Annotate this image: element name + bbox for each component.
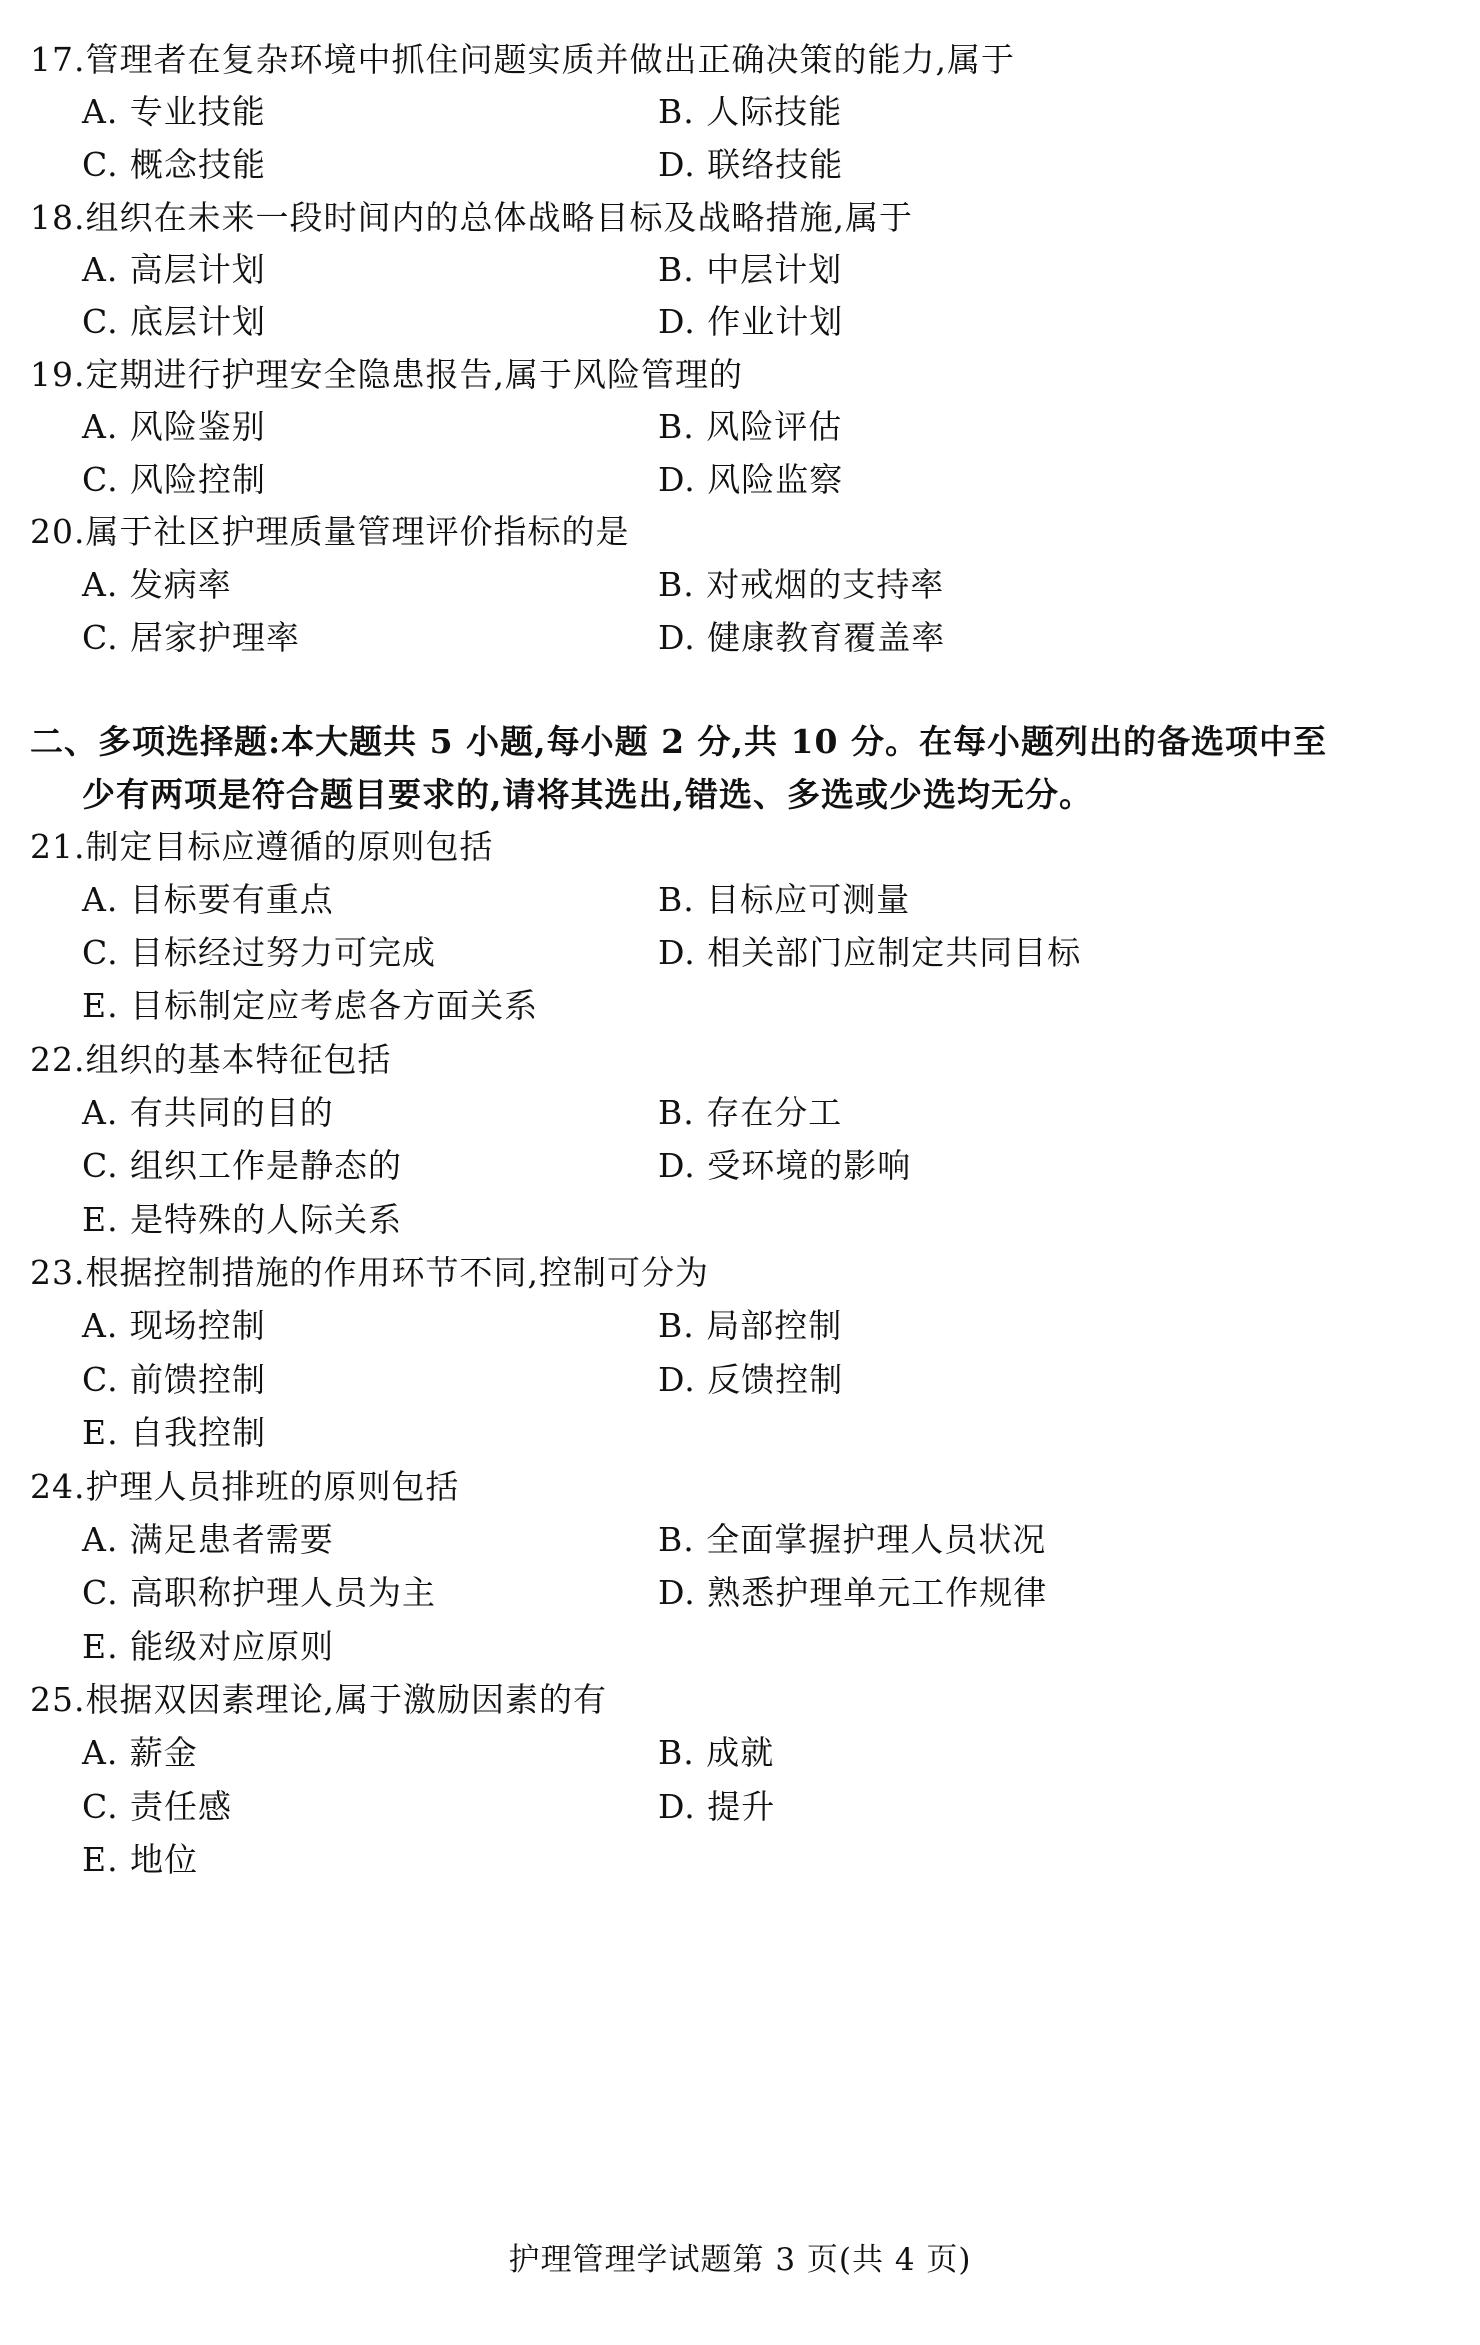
question-21-option-a: A. 目标要有重点 — [82, 880, 334, 919]
question-22-stem: 22.组织的基本特征包括 — [30, 1040, 392, 1079]
question-23-option-e: E. 自我控制 — [82, 1413, 267, 1452]
question-25-option-e: E. 地位 — [82, 1840, 199, 1879]
question-19-option-b: B. 风险评估 — [658, 407, 843, 446]
question-23-stem: 23.根据控制措施的作用环节不同,控制可分为 — [30, 1253, 709, 1292]
question-24-stem: 24.护理人员排班的原则包括 — [30, 1467, 460, 1506]
question-23-option-b: B. 局部控制 — [658, 1306, 843, 1345]
question-19-option-c: C. 风险控制 — [82, 460, 267, 499]
question-25-option-a: A. 薪金 — [82, 1733, 198, 1772]
section-2-heading: 二、多项选择题:本大题共 5 小题,每小题 2 分,共 10 分。在每小题列出的备选项中至 — [30, 722, 1327, 761]
question-21-option-c: C. 目标经过努力可完成 — [82, 933, 437, 972]
question-23-option-d: D. 反馈控制 — [658, 1360, 844, 1399]
question-18-option-b: B. 中层计划 — [658, 250, 843, 289]
question-20-option-b: B. 对戒烟的支持率 — [658, 565, 945, 604]
question-25-option-c: C. 责任感 — [82, 1787, 233, 1826]
question-18-option-a: A. 高层计划 — [82, 250, 266, 289]
question-19-option-d: D. 风险监察 — [658, 460, 844, 499]
question-19-option-a: A. 风险鉴别 — [82, 407, 266, 446]
question-22-option-b: B. 存在分工 — [658, 1093, 843, 1132]
question-23-option-c: C. 前馈控制 — [82, 1360, 267, 1399]
question-21-option-d: D. 相关部门应制定共同目标 — [658, 933, 1082, 972]
question-20-option-d: D. 健康教育覆盖率 — [658, 618, 946, 657]
question-24-option-c: C. 高职称护理人员为主 — [82, 1573, 437, 1612]
question-18-option-c: C. 底层计划 — [82, 302, 267, 341]
question-20-stem: 20.属于社区护理质量管理评价指标的是 — [30, 512, 630, 551]
question-17-option-d: D. 联络技能 — [658, 145, 844, 184]
section-2-heading-continued: 少有两项是符合题目要求的,请将其选出,错选、多选或少选均无分。 — [82, 775, 1093, 814]
question-21-option-e: E. 目标制定应考虑各方面关系 — [82, 986, 539, 1025]
question-22-option-e: E. 是特殊的人际关系 — [82, 1200, 403, 1239]
question-24-option-d: D. 熟悉护理单元工作规律 — [658, 1573, 1048, 1612]
question-17-option-b: B. 人际技能 — [658, 92, 843, 131]
question-21-stem: 21.制定目标应遵循的原则包括 — [30, 827, 494, 866]
question-24-option-b: B. 全面掌握护理人员状况 — [658, 1520, 1047, 1559]
question-22-option-a: A. 有共同的目的 — [82, 1093, 334, 1132]
question-24-option-e: E. 能级对应原则 — [82, 1627, 335, 1666]
question-19-stem: 19.定期进行护理安全隐患报告,属于风险管理的 — [30, 355, 743, 394]
question-23-option-a: A. 现场控制 — [82, 1306, 266, 1345]
question-17-stem: 17.管理者在复杂环境中抓住问题实质并做出正确决策的能力,属于 — [30, 40, 1015, 79]
question-22-option-d: D. 受环境的影响 — [658, 1146, 912, 1185]
question-17-option-c: C. 概念技能 — [82, 145, 267, 184]
page-footer: 护理管理学试题第 3 页(共 4 页) — [508, 2242, 972, 2278]
question-25-stem: 25.根据双因素理论,属于激励因素的有 — [30, 1680, 607, 1719]
question-18-stem: 18.组织在未来一段时间内的总体战略目标及战略措施,属于 — [30, 198, 913, 237]
question-17-option-a: A. 专业技能 — [82, 92, 266, 131]
question-22-option-c: C. 组织工作是静态的 — [82, 1146, 403, 1185]
question-25-option-d: D. 提升 — [658, 1787, 776, 1826]
question-20-option-a: A. 发病率 — [82, 565, 232, 604]
question-18-option-d: D. 作业计划 — [658, 302, 844, 341]
question-25-option-b: B. 成就 — [658, 1733, 775, 1772]
question-21-option-b: B. 目标应可测量 — [658, 880, 911, 919]
question-20-option-c: C. 居家护理率 — [82, 618, 301, 657]
question-24-option-a: A. 满足患者需要 — [82, 1520, 334, 1559]
